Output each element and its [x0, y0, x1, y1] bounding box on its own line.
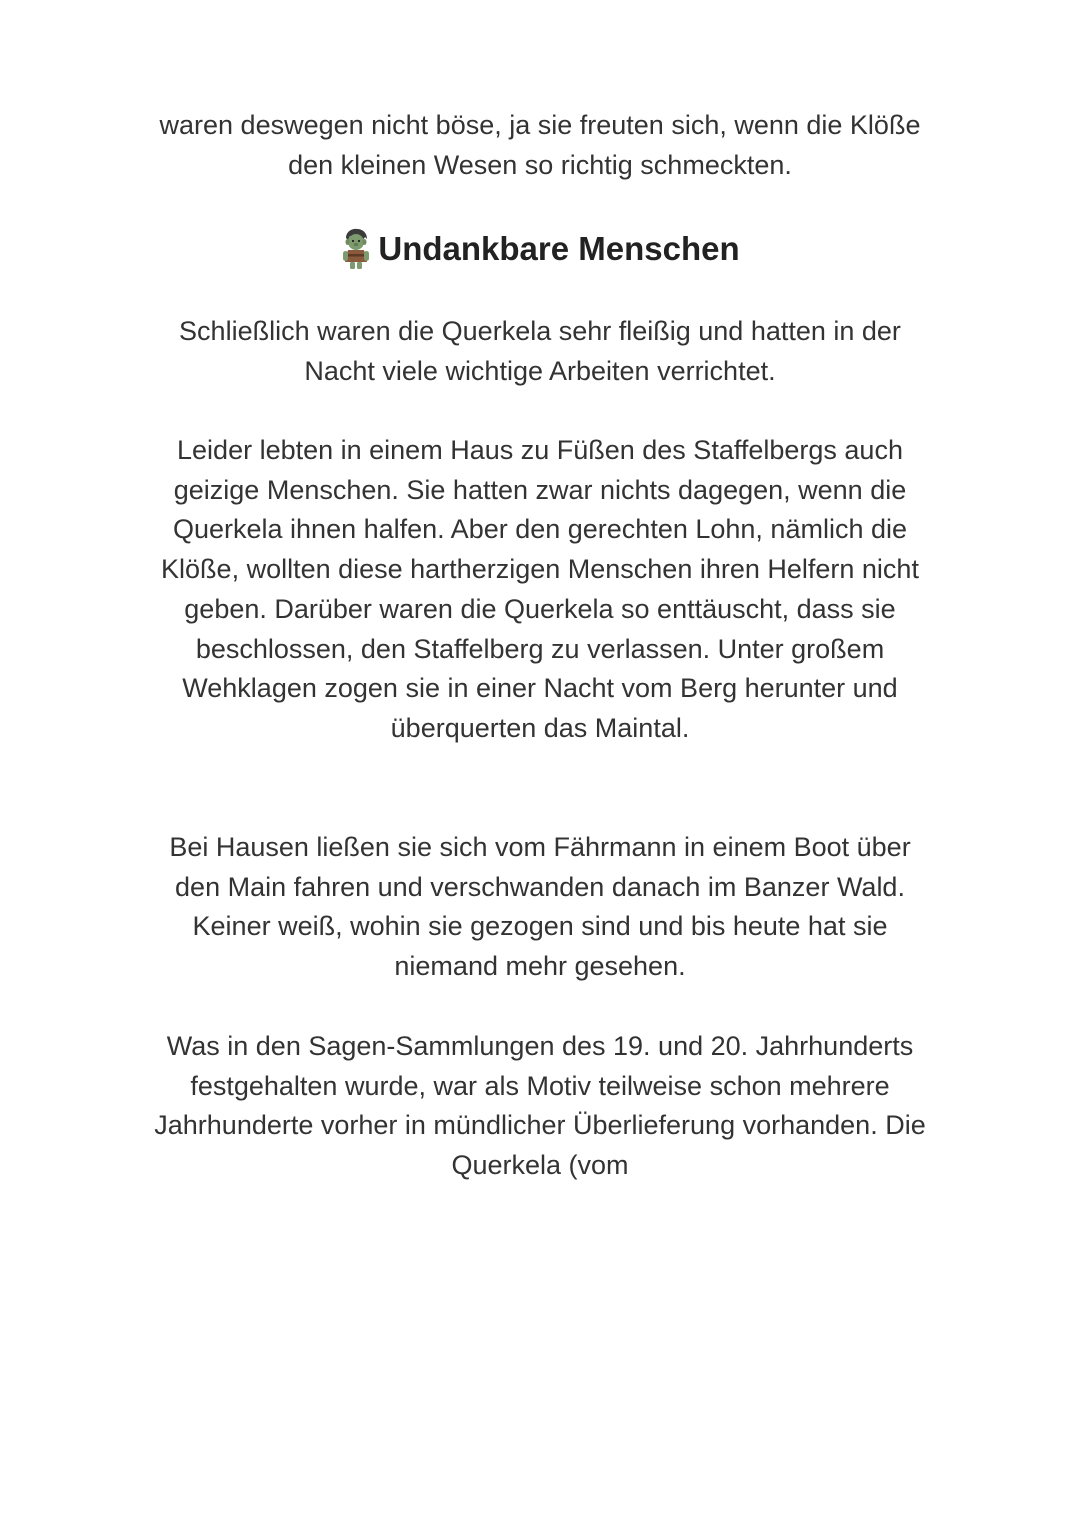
section-heading — [150, 226, 930, 272]
paragraph: Was in den Sagen-Sammlungen des 19. und 20. Jahrhunderts festgehalten wurde, war als Motiv teilweise schon mehrere Jahrhunderte vorher in mündlicher Überlieferung vorhanden. Die Querkela (vom — [154, 1031, 926, 1181]
paragraph: Schließlich waren die Querkela sehr fleißig und hatten in der Nacht viele wichtige Arbeiten verrichtet. — [179, 316, 901, 386]
section-title: Undankbare Menschen — [378, 230, 740, 267]
troll-icon — [340, 228, 372, 270]
paragraph: Bei Hausen ließen sie sich vom Fährmann in einem Boot über den Main fahren und verschwanden danach im Banzer Wald. Keiner weiß, wohin sie gezogen sind und bis heute hat sie niemand mehr gesehen. — [169, 832, 911, 982]
intro-paragraph: waren deswegen nicht böse, ja sie freuten sich, wenn die Klöße den kleinen Wesen so richtig schmeckten. — [159, 110, 921, 180]
paragraph: Leider lebten in einem Haus zu Füßen des Staffelbergs auch geizige Menschen. Sie hatten zwar nichts dagegen, wenn die Querkela ihnen halfen. Aber den gerechten Lohn, nämlich die Klöße, wollten diese hartherzigen Menschen ihren Helfern nicht geben. Darüber waren die Querkela so enttäuscht, dass sie beschlossen, den Staffelberg zu verlassen. Unter großem Wehklagen zogen sie in einer Nacht vom Berg herunter und überquerten das Maintal. — [161, 435, 919, 743]
